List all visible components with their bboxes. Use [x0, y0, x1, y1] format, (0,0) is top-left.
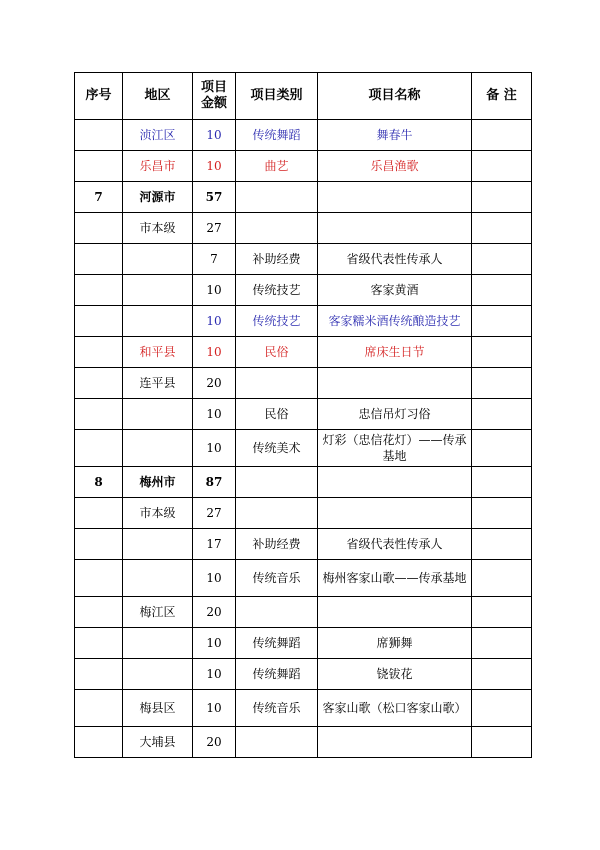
cell-amount: 20 [193, 597, 236, 628]
cell-remark [472, 120, 532, 151]
cell-seq [75, 399, 123, 430]
cell-amount: 10 [193, 399, 236, 430]
cell-name: 省级代表性传承人 [318, 529, 472, 560]
cell-name [318, 597, 472, 628]
cell-remark [472, 337, 532, 368]
table-row [75, 120, 532, 151]
cell-remark [472, 430, 532, 467]
cell-category: 传统技艺 [236, 275, 318, 306]
table-row [75, 659, 532, 690]
cell-name [318, 213, 472, 244]
cell-category: 传统舞蹈 [236, 120, 318, 151]
cell-name: 乐昌渔歌 [318, 151, 472, 182]
table-row [75, 306, 532, 337]
cell-amount: 10 [193, 560, 236, 597]
cell-seq [75, 368, 123, 399]
cell-amount: 10 [193, 120, 236, 151]
cell-seq [75, 151, 123, 182]
cell-amount: 10 [193, 275, 236, 306]
cell-name: 席狮舞 [318, 628, 472, 659]
table-row [75, 182, 532, 213]
table-row [75, 430, 532, 467]
cell-remark [472, 275, 532, 306]
cell-region: 乐昌市 [123, 151, 193, 182]
cell-seq [75, 213, 123, 244]
cell-amount: 10 [193, 337, 236, 368]
cell-seq [75, 659, 123, 690]
cell-seq [75, 560, 123, 597]
cell-amount: 10 [193, 690, 236, 727]
cell-region: 河源市 [123, 182, 193, 213]
cell-remark [472, 399, 532, 430]
cell-seq [75, 275, 123, 306]
cell-amount: 10 [193, 659, 236, 690]
table-row [75, 690, 532, 727]
cell-name: 灯彩（忠信花灯）——传承基地 [318, 430, 472, 467]
cell-category [236, 213, 318, 244]
cell-amount: 10 [193, 628, 236, 659]
cell-category: 民俗 [236, 337, 318, 368]
cell-remark [472, 368, 532, 399]
cell-region: 梅州市 [123, 467, 193, 498]
cell-amount: 10 [193, 306, 236, 337]
cell-region: 梅县区 [123, 690, 193, 727]
cell-region: 市本级 [123, 213, 193, 244]
cell-name: 客家糯米酒传统酿造技艺 [318, 306, 472, 337]
cell-region: 梅江区 [123, 597, 193, 628]
cell-seq [75, 529, 123, 560]
cell-category [236, 597, 318, 628]
cell-amount: 20 [193, 727, 236, 758]
cell-name [318, 182, 472, 213]
cell-category: 传统技艺 [236, 306, 318, 337]
cell-region [123, 244, 193, 275]
cell-seq: 8 [75, 467, 123, 498]
cell-category [236, 368, 318, 399]
table-row [75, 467, 532, 498]
table-row [75, 368, 532, 399]
header-seq: 序号 [75, 73, 123, 120]
cell-category: 曲艺 [236, 151, 318, 182]
cell-category: 传统音乐 [236, 560, 318, 597]
table-row [75, 275, 532, 306]
cell-category: 民俗 [236, 399, 318, 430]
cell-amount: 7 [193, 244, 236, 275]
cell-category [236, 182, 318, 213]
cell-amount: 57 [193, 182, 236, 213]
table-row [75, 597, 532, 628]
cell-remark [472, 151, 532, 182]
table-row [75, 213, 532, 244]
cell-remark [472, 498, 532, 529]
cell-category: 补助经费 [236, 244, 318, 275]
cell-seq [75, 244, 123, 275]
cell-name: 忠信吊灯习俗 [318, 399, 472, 430]
cell-name [318, 498, 472, 529]
cell-region [123, 275, 193, 306]
table-row [75, 399, 532, 430]
header-region: 地区 [123, 73, 193, 120]
cell-name: 席床生日节 [318, 337, 472, 368]
cell-name [318, 727, 472, 758]
table-row [75, 151, 532, 182]
cell-remark [472, 597, 532, 628]
cell-region [123, 628, 193, 659]
cell-region [123, 529, 193, 560]
header-amount-line1: 项目 [200, 80, 227, 95]
header-name: 项目名称 [318, 73, 472, 120]
cell-name: 省级代表性传承人 [318, 244, 472, 275]
header-amount [193, 73, 236, 120]
table-row [75, 560, 532, 597]
cell-amount: 87 [193, 467, 236, 498]
cell-remark [472, 529, 532, 560]
header-category: 项目类别 [236, 73, 318, 120]
cell-region [123, 306, 193, 337]
cell-seq [75, 306, 123, 337]
table-row [75, 529, 532, 560]
header-row [75, 73, 532, 120]
cell-seq [75, 628, 123, 659]
cell-category: 传统舞蹈 [236, 659, 318, 690]
cell-category: 补助经费 [236, 529, 318, 560]
table-row [75, 727, 532, 758]
cell-seq: 7 [75, 182, 123, 213]
cell-amount: 10 [193, 151, 236, 182]
cell-remark [472, 213, 532, 244]
cell-amount: 17 [193, 529, 236, 560]
cell-category: 传统舞蹈 [236, 628, 318, 659]
cell-seq [75, 690, 123, 727]
cell-category: 传统美术 [236, 430, 318, 467]
cell-amount: 20 [193, 368, 236, 399]
cell-remark [472, 628, 532, 659]
header-amount-line2: 金额 [200, 96, 227, 111]
cell-seq [75, 430, 123, 467]
cell-amount: 27 [193, 213, 236, 244]
cell-seq [75, 337, 123, 368]
cell-category [236, 498, 318, 529]
cell-region [123, 430, 193, 467]
cell-remark [472, 690, 532, 727]
cell-name: 客家黄酒 [318, 275, 472, 306]
cell-name: 舞春牛 [318, 120, 472, 151]
cell-seq [75, 727, 123, 758]
cell-name: 客家山歌（松口客家山歌） [318, 690, 472, 727]
cell-remark [472, 182, 532, 213]
cell-remark [472, 727, 532, 758]
table-row [75, 498, 532, 529]
cell-name [318, 467, 472, 498]
cell-remark [472, 467, 532, 498]
cell-category [236, 727, 318, 758]
cell-remark [472, 306, 532, 337]
table-body [75, 120, 532, 758]
cell-amount: 10 [193, 430, 236, 467]
cell-name: 梅州客家山歌——传承基地 [318, 560, 472, 597]
table-row [75, 337, 532, 368]
cell-name: 铙钹花 [318, 659, 472, 690]
table-row [75, 244, 532, 275]
cell-seq [75, 120, 123, 151]
cell-seq [75, 597, 123, 628]
funding-table [74, 72, 532, 758]
cell-region [123, 399, 193, 430]
cell-region: 连平县 [123, 368, 193, 399]
cell-region: 大埔县 [123, 727, 193, 758]
cell-remark [472, 659, 532, 690]
cell-remark [472, 244, 532, 275]
cell-seq [75, 498, 123, 529]
cell-region: 浈江区 [123, 120, 193, 151]
header-remark: 备 注 [472, 73, 532, 120]
cell-region [123, 560, 193, 597]
cell-region [123, 659, 193, 690]
cell-region: 和平县 [123, 337, 193, 368]
table-row [75, 628, 532, 659]
cell-region: 市本级 [123, 498, 193, 529]
cell-remark [472, 560, 532, 597]
cell-category: 传统音乐 [236, 690, 318, 727]
cell-amount: 27 [193, 498, 236, 529]
cell-name [318, 368, 472, 399]
cell-category [236, 467, 318, 498]
